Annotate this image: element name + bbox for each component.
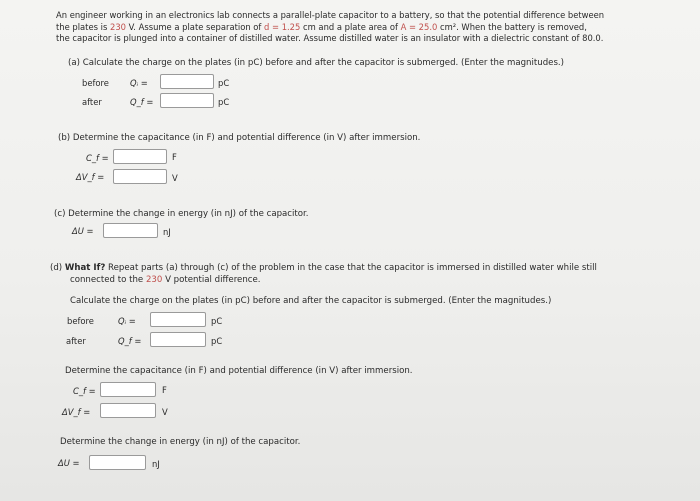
intro-line-1: An engineer working in an electronics lab connects a parallel-plate capacitor to a battery, so that the potential difference between bbox=[56, 10, 605, 20]
part-d-qf-unit: pC bbox=[211, 336, 223, 346]
part-d-dvf-input[interactable] bbox=[100, 403, 156, 418]
part-a-qi-unit: pC bbox=[218, 78, 230, 88]
part-a-qi-label: Qᵢ = bbox=[130, 78, 148, 88]
part-c-du-unit: nJ bbox=[163, 227, 171, 237]
part-d-cf-unit: F bbox=[162, 385, 167, 395]
part-b-question: (b) Determine the capacitance (in F) and potential difference (in V) after immersion. bbox=[58, 133, 421, 143]
part-a-qf-input[interactable] bbox=[160, 93, 214, 108]
part-d-du-label: ΔU = bbox=[58, 458, 80, 468]
part-b-cf-label: C_f = bbox=[86, 153, 109, 163]
part-d-qf-input[interactable] bbox=[150, 332, 206, 347]
part-d-qi-unit: pC bbox=[211, 316, 223, 326]
part-d-qf-label: Q_f = bbox=[118, 336, 142, 346]
part-d-cf-input[interactable] bbox=[100, 382, 156, 397]
part-b-cf-unit: F bbox=[172, 152, 177, 162]
intro-line-2: the plates is 230 V. Assume a plate separation of d = 1.25 cm and a plate area of A = 25.0 cm². When the battery is removed, bbox=[56, 21, 587, 32]
part-a-qf-unit: pC bbox=[218, 97, 230, 107]
part-d-charge-question: Calculate the charge on the plates (in pC) before and after the capacitor is submerged. (Enter the magnitudes.) bbox=[70, 296, 552, 306]
part-d-dvf-label: ΔV_f = bbox=[62, 407, 91, 417]
part-b-dvf-input[interactable] bbox=[113, 169, 167, 184]
part-b-dvf-unit: V bbox=[172, 173, 178, 183]
part-b-dvf-label: ΔV_f = bbox=[76, 172, 105, 182]
part-c-du-input[interactable] bbox=[103, 223, 158, 238]
part-d-before-label: before bbox=[67, 316, 94, 326]
problem-statement bbox=[56, 10, 681, 45]
part-a-after-label: after bbox=[82, 97, 102, 107]
part-a-qi-input[interactable] bbox=[160, 74, 214, 89]
what-if-label: What If? bbox=[64, 263, 106, 273]
part-c-question: (c) Determine the change in energy (in nJ) of the capacitor. bbox=[54, 209, 309, 219]
part-d-dvf-unit: V bbox=[162, 407, 168, 417]
part-d-du-input[interactable] bbox=[89, 455, 146, 470]
part-d-capacitance-question: Determine the capacitance (in F) and potential difference (in V) after immersion. bbox=[65, 366, 413, 376]
part-d-du-unit: nJ bbox=[152, 459, 160, 469]
part-d-question-line-1: (d) What If? Repeat parts (a) through (c) of the problem in the case that the capacitor is immersed in distilled water while still bbox=[50, 263, 597, 273]
part-d-question-line-2: connected to the 230 V potential difference. bbox=[70, 275, 261, 285]
part-d-qi-input[interactable] bbox=[150, 312, 206, 327]
part-b-cf-input[interactable] bbox=[113, 149, 167, 164]
part-a-before-label: before bbox=[82, 78, 109, 88]
part-d-energy-question: Determine the change in energy (in nJ) of the capacitor. bbox=[60, 437, 301, 447]
part-d-after-label: after bbox=[66, 336, 86, 346]
part-d-qi-label: Qᵢ = bbox=[118, 316, 136, 326]
part-a-qf-label: Q_f = bbox=[130, 97, 154, 107]
part-d-cf-label: C_f = bbox=[73, 386, 96, 396]
part-c-du-label: ΔU = bbox=[72, 226, 94, 236]
intro-line-3: the capacitor is plunged into a container of distilled water. Assume distilled water is an insulator with a dielectric constant of 80.0. bbox=[56, 33, 604, 43]
part-a-question: (a) Calculate the charge on the plates (in pC) before and after the capacitor is submerged. (Enter the magnitudes.) bbox=[68, 58, 565, 68]
